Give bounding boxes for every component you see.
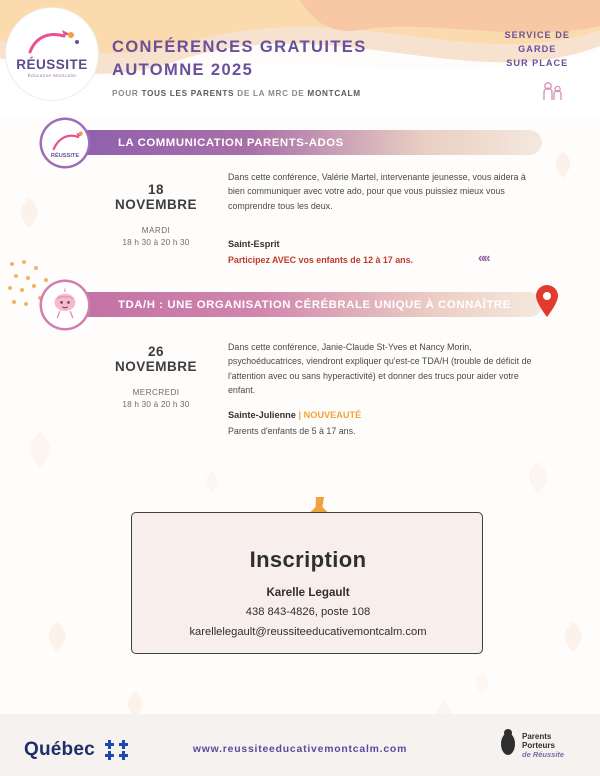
reussite-logo — [6, 8, 98, 100]
conference-date — [95, 182, 217, 247]
inscription-card — [131, 512, 483, 654]
conference-title: TDA/H : UNE ORGANISATION CÉRÉBRALE UNIQUE À CONNAÎTRE — [118, 298, 511, 311]
logo-subtitle: Éducative Montcalm — [27, 73, 77, 78]
conference-badge — [42, 282, 88, 328]
brain-character-icon — [45, 285, 85, 325]
service-line-3: SUR PLACE — [506, 58, 569, 68]
partner-logo — [494, 727, 580, 766]
svg-text:Porteurs: Porteurs — [522, 741, 555, 750]
conference-title-bar — [70, 292, 542, 317]
leaf-decoration — [520, 460, 556, 496]
leaf-decoration — [548, 150, 578, 180]
svg-text:Parents: Parents — [522, 732, 552, 741]
conference-time: 18 h 30 à 20 h 30 — [122, 238, 190, 247]
parents-porteurs-reussite-icon — [494, 727, 580, 761]
poster-title-line1: CONFÉRENCES GRATUITES — [112, 38, 367, 56]
conference-day: 18 — [147, 182, 165, 197]
conference-weekday: MARDI — [141, 226, 171, 235]
service-garde-note — [505, 28, 570, 70]
leaf-decoration — [470, 672, 494, 696]
chevron-left-icon: «« — [478, 250, 489, 265]
leaf-decoration — [20, 430, 60, 470]
subtitle-prefix: POUR — [112, 89, 142, 98]
subtitle-bold2: MONTCALM — [307, 89, 361, 98]
conference-month: NOVEMBRE — [114, 359, 197, 374]
conference-place: Sainte-Julienne — [228, 410, 296, 420]
conference-badge — [42, 120, 88, 166]
leaf-decoration — [40, 620, 74, 654]
svg-text:RÉUSSITE: RÉUSSITE — [50, 152, 80, 159]
conference-date — [95, 344, 217, 409]
conference-place: Saint-Esprit — [228, 239, 280, 249]
leaf-decoration — [200, 470, 224, 494]
leaf-decoration — [556, 620, 590, 654]
poster-subtitle — [112, 89, 361, 98]
svg-text:de Réussite: de Réussite — [522, 750, 565, 759]
conference-description: Dans cette conférence, Valérie Martel, intervenante jeunesse, vous aidera à bien communiquer avec votre ado, pour que vous puissiez mieux vous comprendre tous les deux. — [228, 172, 526, 211]
poster-header — [0, 0, 600, 118]
subtitle-mid: DE LA MRC DE — [234, 89, 308, 98]
conference-title-bar — [70, 130, 542, 155]
inscription-title: Inscription — [249, 547, 367, 572]
family-icon — [540, 78, 566, 102]
poster-title-line2: AUTOMNE 2025 — [112, 61, 254, 79]
reussite-logo-mark-icon — [24, 30, 80, 56]
conference-description: Dans cette conférence, Janie-Claude St-Yves et Nancy Morin, psychoéducatrices, viendront expliquer qu'est-ce TDA/H (trouble de déficit de l'attention avec ou sans hyperactivité) et donner des trucs pour aider votre enfant. — [228, 342, 532, 396]
map-pin-icon — [534, 284, 560, 318]
leaf-decoration — [12, 196, 46, 230]
conference-audience: Parents d'enfants de 5 à 17 ans. — [228, 426, 356, 436]
logo-title: RÉUSSITE — [16, 57, 88, 72]
quebec-label: Québec — [24, 739, 95, 760]
reussite-logo-icon — [45, 123, 85, 163]
service-line-2: GARDE — [518, 44, 557, 54]
place-separator: | — [298, 410, 302, 420]
contact-email[interactable]: karellelegault@reussiteeducativemontcalm.com — [189, 626, 427, 638]
conference-place-row — [228, 410, 361, 420]
conference-day: 26 — [147, 344, 165, 359]
conference-month: NOVEMBRE — [114, 197, 197, 212]
conference-time: 18 h 30 à 20 h 30 — [122, 400, 190, 409]
contact-phone[interactable]: 438 843-4826, poste 108 — [245, 606, 371, 618]
conference-title: LA COMMUNICATION PARENTS-ADOS — [118, 136, 344, 149]
service-line-1: SERVICE DE — [504, 30, 570, 40]
subtitle-bold1: TOUS LES PARENTS — [141, 89, 235, 98]
conference-weekday: MERCREDI — [132, 388, 180, 397]
website-url[interactable]: www.reussiteeducativemontcalm.com — [192, 744, 408, 755]
contact-name: Karelle Legault — [266, 586, 350, 599]
conference-place-tag: NOUVEAUTÉ — [303, 410, 362, 420]
conference-audience: Participez AVEC vos enfants de 12 à 17 ans. — [228, 255, 413, 265]
